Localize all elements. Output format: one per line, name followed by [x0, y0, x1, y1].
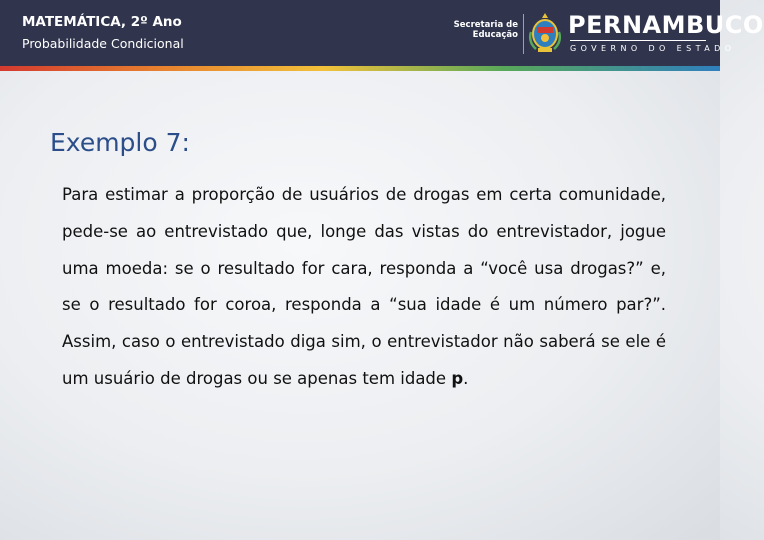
- example-title: Exemplo 7:: [50, 128, 190, 157]
- course-title: MATEMÁTICA, 2º Ano: [22, 14, 182, 30]
- slide-header: [0, 0, 764, 66]
- logo-divider: [523, 14, 524, 54]
- pernambuco-coat-of-arms-icon: [528, 12, 562, 54]
- secretaria-line-1: Secretaria de: [453, 20, 518, 30]
- secretaria-logo-text: [452, 20, 518, 40]
- secretaria-line-2: Educação: [472, 30, 518, 40]
- paragraph-end: .: [463, 368, 469, 388]
- course-subtitle: Probabilidade Condicional: [22, 36, 184, 51]
- header-color-stripe: [0, 66, 720, 71]
- example-paragraph: [62, 177, 666, 398]
- state-name: PERNAMBUCO: [568, 11, 764, 39]
- paragraph-variable-p: p: [451, 368, 464, 388]
- state-subtitle: GOVERNO DO ESTADO: [570, 44, 736, 53]
- paragraph-text: Para estimar a proporção de usuários de drogas em certa comunidade, pede-se ao entrevistado que, longe das vistas do entrevistador, jogue uma moeda: se o resultado for cara, responda a “você usa drogas?” e, se o resultado for coroa, responda a “sua idade é um número par?”. Assim, caso o entrevistado diga sim, o entrevistador não saberá se ele é um usuário de drogas ou se apenas tem idade: [62, 185, 666, 388]
- state-rule: [570, 40, 706, 41]
